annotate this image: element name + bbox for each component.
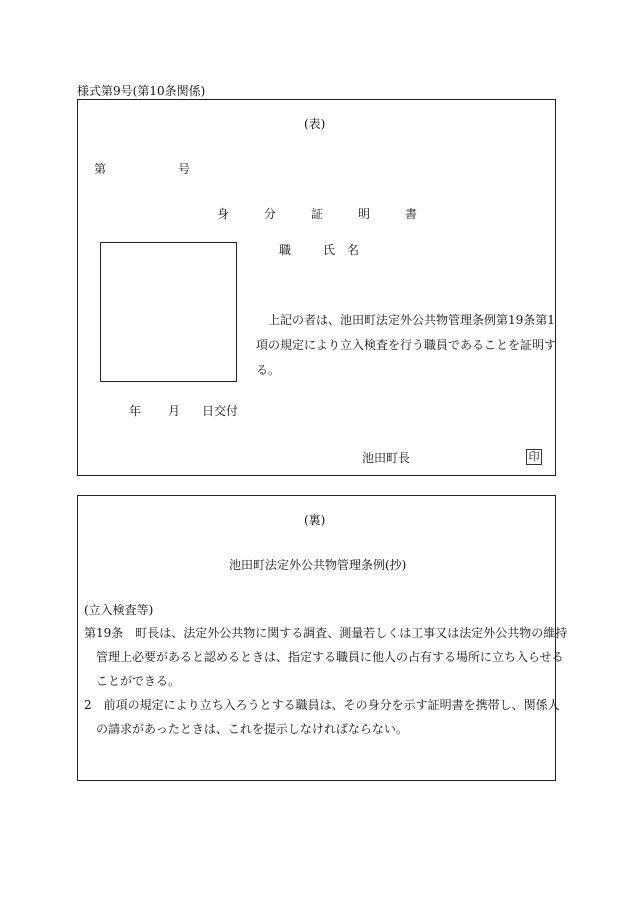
issue-year: 年	[129, 404, 142, 418]
photo-box	[100, 242, 237, 382]
certification-line: る。	[256, 363, 281, 377]
back-side-label: (裏)	[304, 513, 326, 527]
issue-month: 月	[168, 404, 181, 418]
article-19	[84, 621, 568, 693]
certificate-back	[77, 495, 568, 781]
number-prefix: 第	[94, 162, 107, 176]
section-heading: (立入検査等)	[84, 603, 154, 617]
name-label: 氏 名	[323, 243, 360, 257]
title-char: 身	[217, 207, 230, 221]
article-line: 第19条 町長は、法定外公共物に関する調査、測量若しくは工事又は法定外公共物の維持	[84, 626, 568, 640]
issue-day: 日交付	[202, 404, 239, 418]
certification-text	[256, 308, 557, 383]
title-char: 明	[358, 207, 371, 221]
seal-stamp-icon: 印	[526, 449, 542, 465]
article-line: 管理上必要があると認めるときは、指定する職員に他人の占有する場所に立ち入らせる	[96, 650, 564, 664]
issuer: 池田町長	[362, 451, 411, 465]
certification-line: 項の規定により立入検査を行う職員であることを証明す	[256, 338, 557, 352]
article-19-paragraph-2	[84, 693, 560, 741]
front-side-label: (表)	[304, 117, 326, 131]
number-suffix: 号	[178, 162, 191, 176]
ordinance-title: 池田町法定外公共物管理条例(抄)	[229, 558, 407, 572]
title-char: 証	[311, 207, 324, 221]
article-line: ことができる。	[96, 674, 181, 688]
title-char: 書	[405, 207, 418, 221]
article-line: の請求があったときは、これを提示しなければならない。	[96, 722, 408, 736]
title-char: 分	[264, 207, 277, 221]
certification-line: 上記の者は、池田町法定外公共物管理条例第19条第1	[268, 313, 555, 327]
certificate-front	[77, 99, 556, 476]
position-label: 職	[279, 243, 292, 257]
article-line: 2 前項の規定により立ち入ろうとする職員は、その身分を示す証明書を携帯し、関係人	[84, 698, 560, 712]
form-title: 様式第9号(第10条関係)	[77, 84, 206, 98]
